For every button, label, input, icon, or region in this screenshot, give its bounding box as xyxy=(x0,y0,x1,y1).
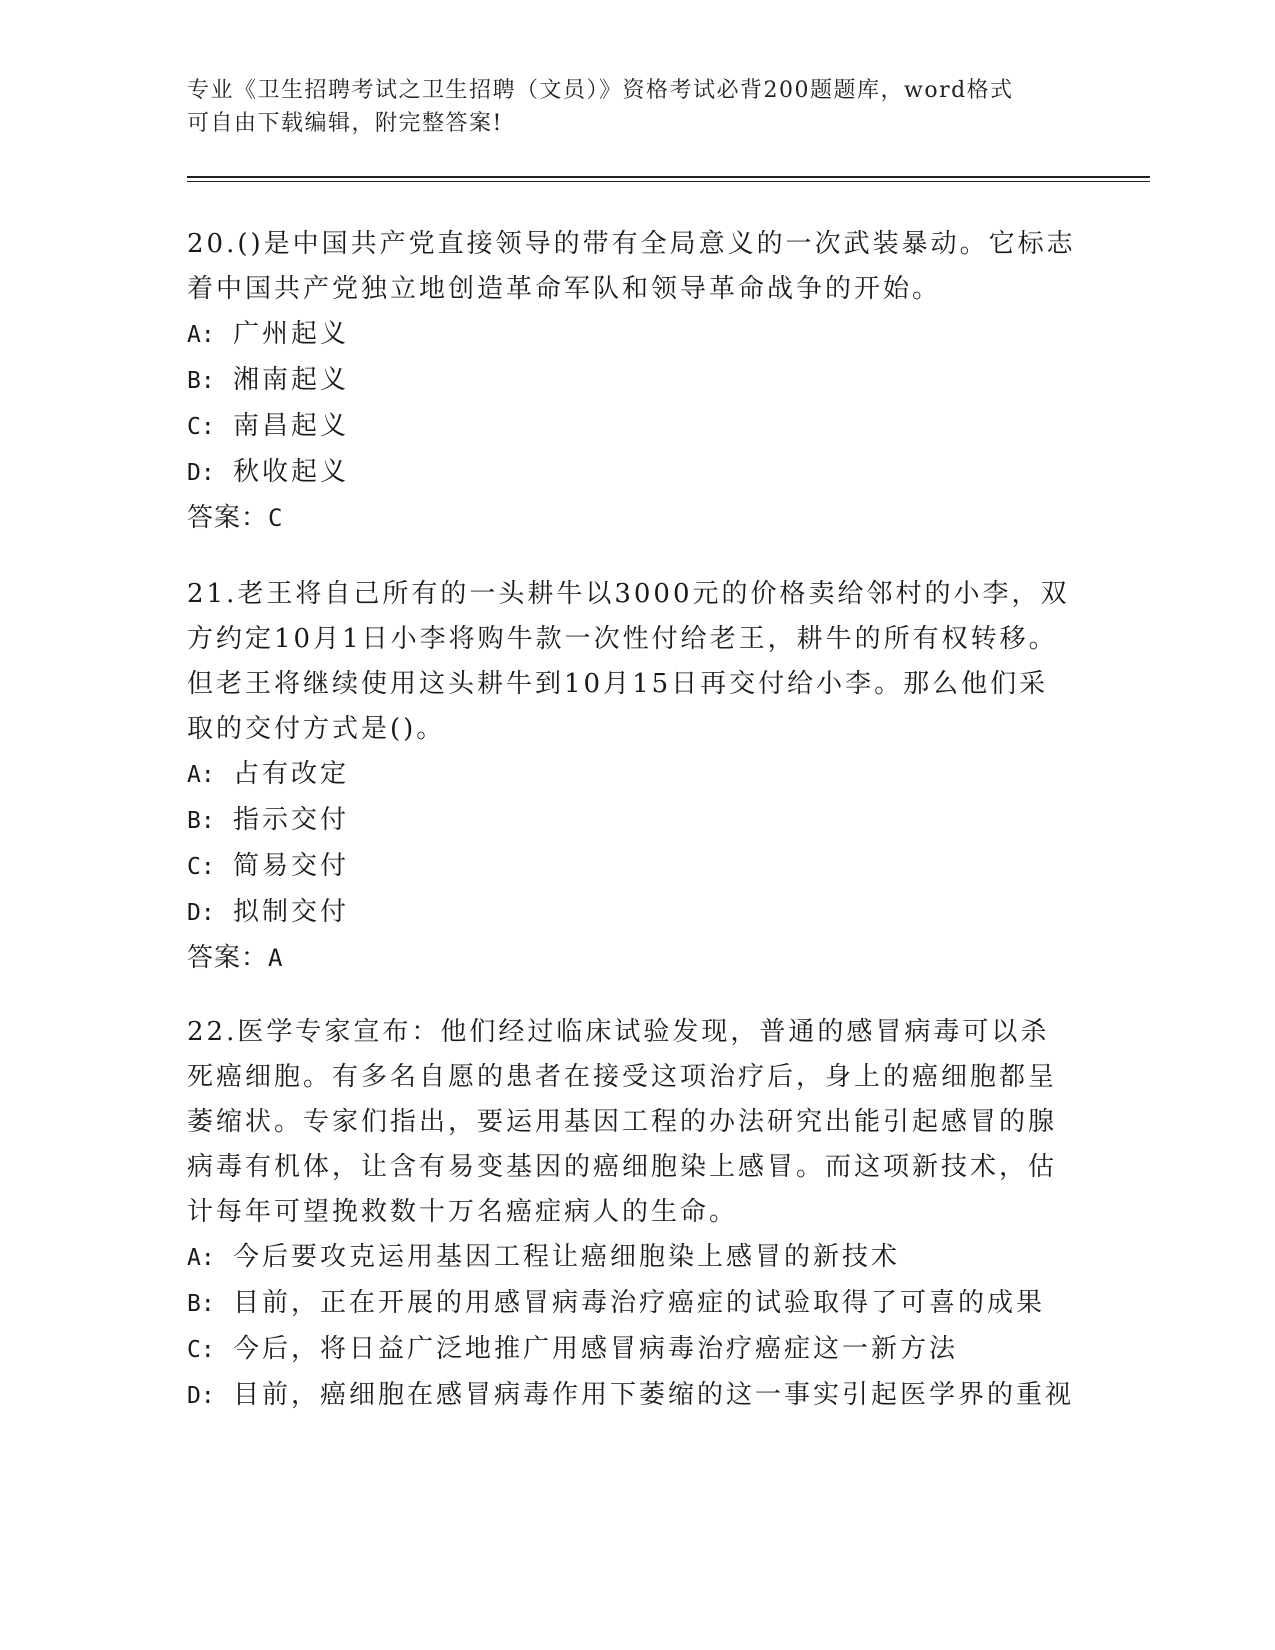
option-letter: C: xyxy=(187,854,215,880)
answer-value: C xyxy=(268,504,284,532)
option-text: 今后，将日益广泛地推广用感冒病毒治疗癌症这一新方法 xyxy=(233,1334,959,1364)
option-letter: B: xyxy=(187,808,215,834)
header-line-2: 可自由下载编辑，附完整答案! xyxy=(187,111,503,136)
option-letter: B: xyxy=(187,368,215,394)
header-line-1: 专业《卫生招聘考试之卫生招聘（文员）》资格考试必背200题题库，word格式 xyxy=(187,78,1014,103)
option-text: 指示交付 xyxy=(233,805,350,835)
question-21 xyxy=(187,572,1077,981)
option-d xyxy=(187,450,1077,496)
option-a xyxy=(187,312,1077,358)
option-text: 湘南起义 xyxy=(233,365,350,395)
header-divider xyxy=(187,176,1150,178)
option-letter: D: xyxy=(187,900,215,926)
option-b xyxy=(187,358,1077,404)
answer-value: A xyxy=(268,944,284,972)
option-c xyxy=(187,844,1077,890)
option-text: 简易交付 xyxy=(233,851,350,881)
option-text: 拟制交付 xyxy=(233,897,350,927)
question-stem: 20.()是中国共产党直接领导的带有全局意义的一次武装暴动。它标志着中国共产党独立地创造革命军队和领导革命战争的开始。 xyxy=(187,229,1076,304)
option-d xyxy=(187,890,1077,936)
option-letter: A: xyxy=(187,762,215,788)
question-stem: 22.医学专家宣布：他们经过临床试验发现，普通的感冒病毒可以杀死癌细胞。有多名自愿的患者在接受这项治疗后，身上的癌细胞都呈萎缩状。专家们指出，要运用基因工程的办法研究出能引起感冒的腺病毒有机体，让含有易变基因的癌细胞染上感冒。而这项新技术，估计每年可望挽救数十万名癌症病人的生命。 xyxy=(187,1017,1058,1227)
option-letter: C: xyxy=(187,1337,215,1363)
question-20 xyxy=(187,222,1077,541)
answer-label: 答案： xyxy=(187,943,269,973)
option-text: 广州起义 xyxy=(233,319,350,349)
option-a xyxy=(187,752,1077,798)
option-c xyxy=(187,404,1077,450)
question-22 xyxy=(187,1010,1077,1419)
option-letter: D: xyxy=(187,1383,215,1409)
answer-label: 答案： xyxy=(187,503,269,533)
option-text: 目前，正在开展的用感冒病毒治疗癌症的试验取得了可喜的成果 xyxy=(233,1288,1046,1318)
option-text: 目前，癌细胞在感冒病毒作用下萎缩的这一事实引起医学界的重视 xyxy=(233,1380,1075,1410)
option-text: 秋收起义 xyxy=(233,457,350,487)
option-letter: C: xyxy=(187,414,215,440)
option-a xyxy=(187,1235,1077,1281)
option-letter: B: xyxy=(187,1291,215,1317)
option-letter: D: xyxy=(187,460,215,486)
option-text: 南昌起义 xyxy=(233,411,350,441)
question-stem: 21.老王将自己所有的一头耕牛以3000元的价格卖给邻村的小李，双方约定10月1日小李将购牛款一次性付给老王，耕牛的所有权转移。但老王将继续使用这头耕牛到10月15日再交付给小李。那么他们采取的交付方式是()。 xyxy=(187,579,1070,744)
option-b xyxy=(187,1281,1077,1327)
option-letter: A: xyxy=(187,322,215,348)
answer-line xyxy=(187,936,1077,981)
option-d xyxy=(187,1373,1077,1419)
answer-line xyxy=(187,496,1077,541)
option-b xyxy=(187,798,1077,844)
option-text: 占有改定 xyxy=(233,759,350,789)
option-c xyxy=(187,1327,1077,1373)
option-letter: A: xyxy=(187,1245,215,1271)
option-text: 今后要攻克运用基因工程让癌细胞染上感冒的新技术 xyxy=(233,1242,901,1272)
page-header xyxy=(187,74,1067,140)
